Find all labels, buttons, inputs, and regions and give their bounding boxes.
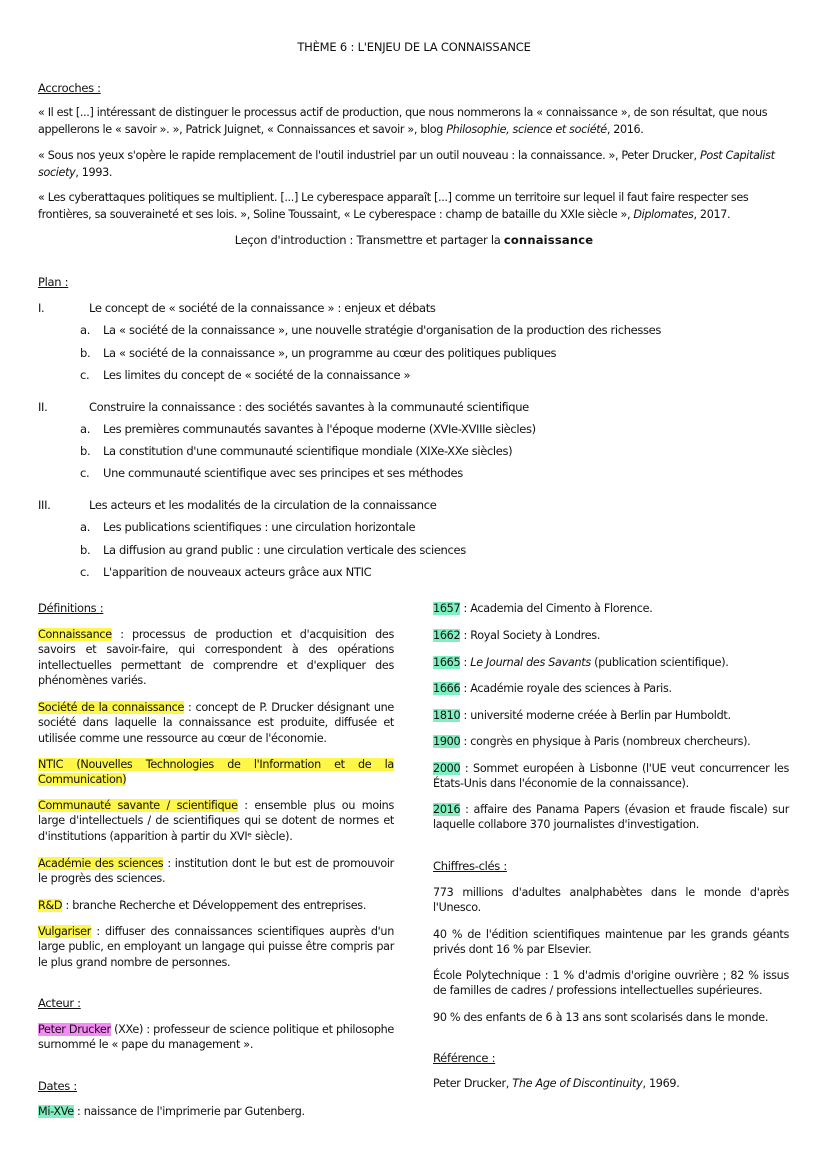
chiffre-item: 773 millions d'adultes analphabètes dans le monde d'après l'Unesco.: [433, 886, 789, 915]
definition-item: Communauté savante / scientifique : ensemble plus ou moins large d'intellectuels / de scientifiques qui se dotent de normes et d'institutions (apparition à partir du XVIᵉ siècle).: [38, 799, 394, 843]
plan-item: Une communauté scientifique avec ses principes et ses méthodes: [103, 466, 463, 480]
page-title: THÈME 6 : L'ENJEU DE LA CONNAISSANCE: [297, 40, 531, 54]
plan-item: La diffusion au grand public : une circulation verticale des sciences: [103, 543, 466, 557]
definition-item: R&D : branche Recherche et Développement des entreprises.: [38, 899, 367, 912]
plan-item-letter: a.: [80, 323, 91, 337]
date-item: 1666 : Académie royale des sciences à Paris.: [433, 682, 672, 695]
plan-item: La constitution d'une communauté scientifique mondiale (XIXe-XXe siècles): [103, 444, 513, 458]
dates-heading: Dates :: [38, 1079, 77, 1093]
date-item: 1810 : université moderne créée à Berlin par Humboldt.: [433, 709, 731, 722]
plan-part-number: III.: [38, 498, 51, 512]
date-item: 2016 : affaire des Panama Papers (évasion et fraude fiscale) sur laquelle collabore 370 journalistes d'investigation.: [433, 803, 789, 832]
quote-toussaint: « Les cyberattaques politiques se multiplient. [...] Le cyberespace apparaît [...] comme un territoire sur lequel il faut faire respecter ses frontières, sa souveraineté et ses lois. », Soline Toussaint, « Le cyberespace : champ de bataille du XXIe siècle », Diplomates, 2017.: [38, 191, 749, 221]
definitions-heading: Définitions :: [38, 601, 104, 615]
date-item: 1657 : Academia del Cimento à Florence.: [433, 602, 653, 615]
definition-item: [38, 757, 394, 788]
plan-item-letter: b.: [80, 346, 91, 360]
definition-term: Communauté savante / scientifique: [38, 799, 238, 812]
plan-item: Les publications scientifiques : une circulation horizontale: [103, 520, 416, 534]
date-label: 2000: [433, 762, 461, 775]
plan-item: Les premières communautés savantes à l'époque moderne (XVIe-XVIIIe siècles): [103, 422, 536, 436]
plan-item-letter: b.: [80, 543, 91, 557]
date-item: 1900 : congrès en physique à Paris (nombreux chercheurs).: [433, 735, 751, 748]
quote-juignet: « Il est [...] intéressant de distinguer le processus actif de production, que nous nommerons la « connaissance », de son résultat, que nous appellerons le « savoir ». », Patrick Juignet, « Connaissances et savoir », blog Philosophie, science et société, 2016.: [38, 106, 768, 136]
plan-item: La « société de la connaissance », un programme au cœur des politiques publiques: [103, 346, 557, 360]
plan-item-letter: c.: [80, 565, 90, 579]
date-item: 1665 : Le Journal des Savants (publication scientifique).: [433, 656, 729, 669]
definition-term: Académie des sciences: [38, 857, 164, 870]
lesson-title: Leçon d'introduction : Transmettre et partager la connaissance: [234, 233, 594, 247]
definition-item: Société de la connaissance : concept de P. Drucker désignant une société dans laquelle la connaissance est produite, diffusée et utilisée comme une ressource au cœur de l'économie.: [38, 701, 395, 745]
date-item: 2000 : Sommet européen à Lisbonne (l'UE veut concurrencer les États-Unis dans l'économie de la connaissance).: [433, 762, 789, 791]
date-item: 1662 : Royal Society à Londres.: [433, 629, 601, 642]
reference-heading: Référence :: [433, 1051, 496, 1065]
plan-item-letter: a.: [80, 422, 91, 436]
plan-part-title: Construire la connaissance : des sociétés savantes à la communauté scientifique: [89, 400, 529, 414]
acteur-heading: Acteur :: [38, 996, 81, 1010]
chiffre-item: 90 % des enfants de 6 à 13 ans sont scolarisés dans le monde.: [433, 1011, 769, 1024]
chiffres-heading: Chiffres-clés :: [433, 859, 507, 873]
date-label: 2016: [433, 803, 461, 816]
date-label: 1657: [433, 602, 461, 615]
chiffre-item: 40 % de l'édition scientifiques maintenue par les grands géants privés dont 16 % par Elsevier.: [433, 928, 789, 957]
plan-item: Les limites du concept de « société de la connaissance »: [103, 368, 411, 382]
plan-heading: Plan :: [38, 275, 69, 289]
definition-term: Société de la connaissance: [38, 701, 185, 714]
plan-item-letter: b.: [80, 444, 91, 458]
plan-item-letter: c.: [80, 466, 90, 480]
date-item: Mi-XVe : naissance de l'imprimerie par Gutenberg.: [38, 1105, 305, 1118]
date-label: Mi-XVe: [38, 1105, 74, 1118]
definition-item: Vulgariser : diffuser des connaissances scientifiques auprès d'un large public, en employant un langage qui puisse être compris par le plus grand nombre de personnes.: [38, 925, 394, 969]
plan-item: La « société de la connaissance », une nouvelle stratégie d'organisation de la production des richesses: [103, 323, 662, 337]
plan-item-letter: a.: [80, 520, 91, 534]
definition-term: R&D: [38, 899, 63, 912]
date-label: 1900: [433, 735, 461, 748]
plan-part-number: I.: [38, 301, 45, 315]
date-label: 1666: [433, 682, 461, 695]
date-label: 1810: [433, 709, 461, 722]
chiffre-item: École Polytechnique : 1 % d'admis d'origine ouvrière ; 82 % issus de familles de cadres / professions intellectuelles supérieures.: [433, 969, 789, 998]
quote-drucker: « Sous nos yeux s'opère le rapide remplacement de l'outil industriel par un outil nouveau : la connaissance. », Peter Drucker, Post Capitalist society, 1993.: [38, 149, 775, 179]
definition-term: NTIC (Nouvelles Technologies de l'Information et de la Communication): [38, 758, 394, 787]
plan-item: L'apparition de nouveaux acteurs grâce aux NTIC: [103, 565, 372, 579]
definition-term: Vulgariser: [38, 925, 92, 938]
plan-item-letter: c.: [80, 368, 90, 382]
plan-part-number: II.: [38, 400, 48, 414]
definition-item: Connaissance : processus de production et d'acquisition des savoirs et savoir-faire, qui correspondent à des opérations intellectuelles permettant de comprendre et d'expliquer des phénomènes variés.: [38, 628, 394, 688]
definition-item: Académie des sciences : institution dont le but est de promouvoir le progrès des sciences.: [38, 857, 394, 886]
acteur-name: Peter Drucker: [38, 1023, 111, 1036]
date-label: 1665: [433, 656, 461, 669]
plan-part-title: Le concept de « société de la connaissance » : enjeux et débats: [89, 301, 436, 315]
definition-term: Connaissance: [38, 628, 112, 641]
reference-item: Peter Drucker, The Age of Discontinuity, 1969.: [433, 1077, 680, 1090]
plan-part-title: Les acteurs et les modalités de la circulation de la connaissance: [89, 498, 437, 512]
accroches-heading: Accroches :: [38, 81, 101, 95]
date-label: 1662: [433, 629, 461, 642]
acteur-item: Peter Drucker (XXe) : professeur de science politique et philosophe surnommé le « pape du management ».: [38, 1023, 394, 1052]
